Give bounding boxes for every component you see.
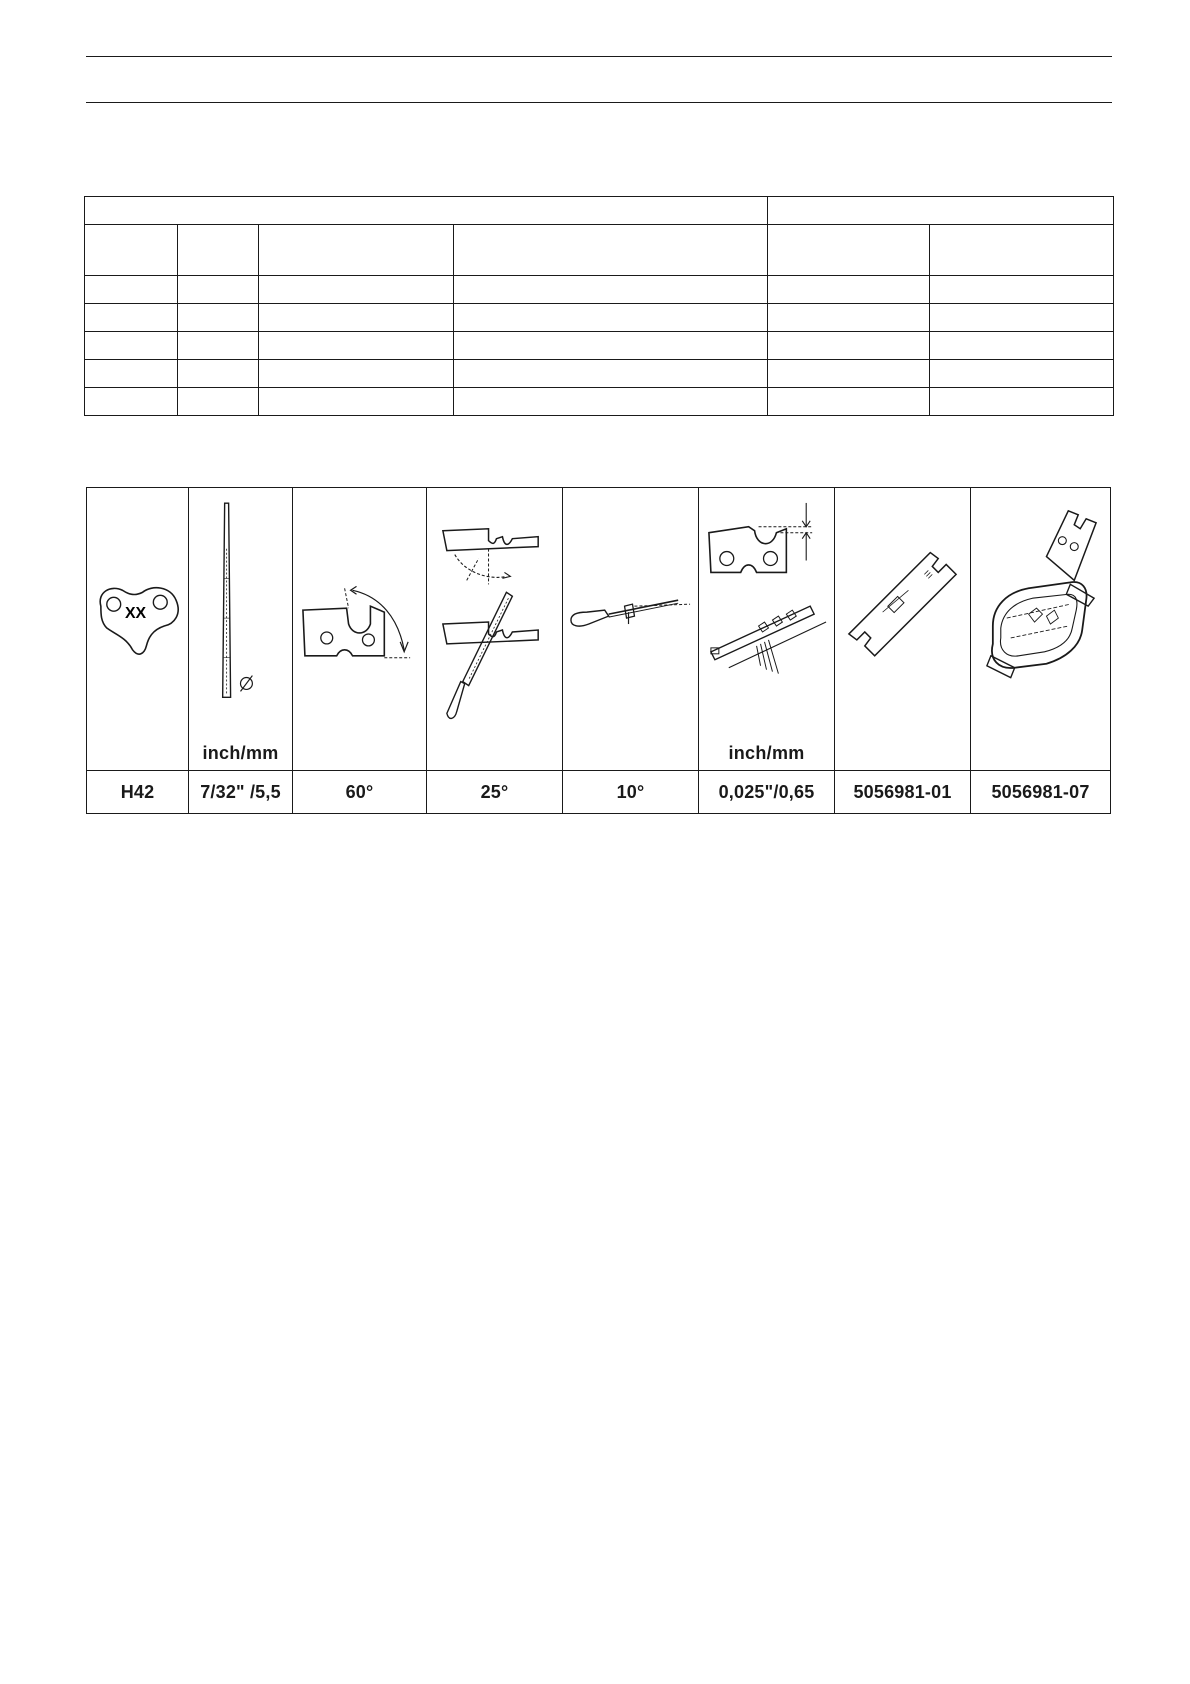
spec-cell bbox=[454, 276, 768, 304]
spec-cell bbox=[930, 304, 1114, 332]
file-gauge-tool-cell bbox=[971, 488, 1111, 771]
chain-marking-cell bbox=[87, 488, 189, 771]
spec-cell bbox=[178, 304, 259, 332]
spec-row bbox=[85, 332, 1114, 360]
chain-code-value: H42 bbox=[87, 771, 189, 814]
spec-cell bbox=[768, 304, 930, 332]
file-holder-angle-icon bbox=[563, 488, 698, 770]
spec-cell bbox=[768, 332, 930, 360]
spec-cell bbox=[259, 304, 454, 332]
spec-cell bbox=[85, 304, 178, 332]
spec-cell bbox=[85, 332, 178, 360]
depth-gauge-value: 0,025"/0,65 bbox=[699, 771, 835, 814]
file-diameter-value: 7/32" /5,5 bbox=[189, 771, 293, 814]
file-diameter-unit: inch/mm bbox=[202, 743, 279, 763]
spec-cell bbox=[259, 276, 454, 304]
header-rule-top bbox=[86, 56, 1112, 57]
spec-cell bbox=[178, 225, 259, 276]
spec-header-row bbox=[85, 197, 1114, 225]
sharpening-table bbox=[86, 487, 1111, 814]
spec-cell bbox=[768, 388, 930, 416]
sharpening-icon-row bbox=[87, 488, 1111, 771]
spec-cell bbox=[930, 332, 1114, 360]
spec-cell bbox=[85, 276, 178, 304]
spec-cell bbox=[178, 388, 259, 416]
file-holder-angle-value: 10° bbox=[563, 771, 699, 814]
spec-cell bbox=[178, 276, 259, 304]
spec-row bbox=[85, 276, 1114, 304]
spec-header-left bbox=[85, 197, 768, 225]
depth-gauge-tool-icon bbox=[835, 488, 970, 770]
spec-cell bbox=[930, 388, 1114, 416]
specification-table bbox=[84, 196, 1114, 416]
spec-cell bbox=[85, 388, 178, 416]
chain-marking-label: XX bbox=[124, 605, 147, 623]
file-holder-angle-cell bbox=[563, 488, 699, 771]
file-gauge-part-number: 5056981-07 bbox=[971, 771, 1111, 814]
spec-cell bbox=[454, 388, 768, 416]
depth-gauge-setting-cell bbox=[699, 488, 835, 771]
spec-cell bbox=[178, 332, 259, 360]
spec-cell bbox=[768, 225, 930, 276]
spec-cell bbox=[85, 360, 178, 388]
spec-row bbox=[85, 360, 1114, 388]
side-plate-angle-cell bbox=[293, 488, 427, 771]
round-file-icon bbox=[189, 488, 292, 770]
header-rule-bottom bbox=[86, 102, 1112, 103]
spec-cell bbox=[768, 360, 930, 388]
spec-cell bbox=[85, 225, 178, 276]
spec-header-right bbox=[768, 197, 1114, 225]
chain-marking-icon bbox=[87, 488, 188, 770]
top-plate-angle-value: 25° bbox=[427, 771, 563, 814]
spec-cell bbox=[454, 225, 768, 276]
spec-cell bbox=[259, 388, 454, 416]
side-plate-angle-icon bbox=[293, 488, 426, 770]
spec-cell bbox=[178, 360, 259, 388]
spec-cell bbox=[259, 360, 454, 388]
depth-gauge-tool-part-number: 5056981-01 bbox=[835, 771, 971, 814]
spec-cell bbox=[454, 304, 768, 332]
spec-cell bbox=[930, 225, 1114, 276]
spec-cell bbox=[454, 360, 768, 388]
round-file-cell bbox=[189, 488, 293, 771]
sharpening-values-row bbox=[87, 771, 1111, 814]
depth-gauge-unit: inch/mm bbox=[728, 743, 805, 763]
spec-cell bbox=[259, 332, 454, 360]
spec-cell bbox=[930, 276, 1114, 304]
top-plate-angle-icon bbox=[427, 488, 562, 770]
depth-gauge-setting-icon bbox=[699, 488, 834, 770]
spec-row bbox=[85, 304, 1114, 332]
depth-gauge-tool-cell bbox=[835, 488, 971, 771]
top-plate-angle-cell bbox=[427, 488, 563, 771]
side-plate-angle-value: 60° bbox=[293, 771, 427, 814]
spec-subheader-row bbox=[85, 225, 1114, 276]
spec-cell bbox=[259, 225, 454, 276]
spec-row bbox=[85, 388, 1114, 416]
spec-cell bbox=[930, 360, 1114, 388]
file-gauge-tool-icon bbox=[971, 488, 1110, 770]
spec-cell bbox=[768, 276, 930, 304]
spec-cell bbox=[454, 332, 768, 360]
